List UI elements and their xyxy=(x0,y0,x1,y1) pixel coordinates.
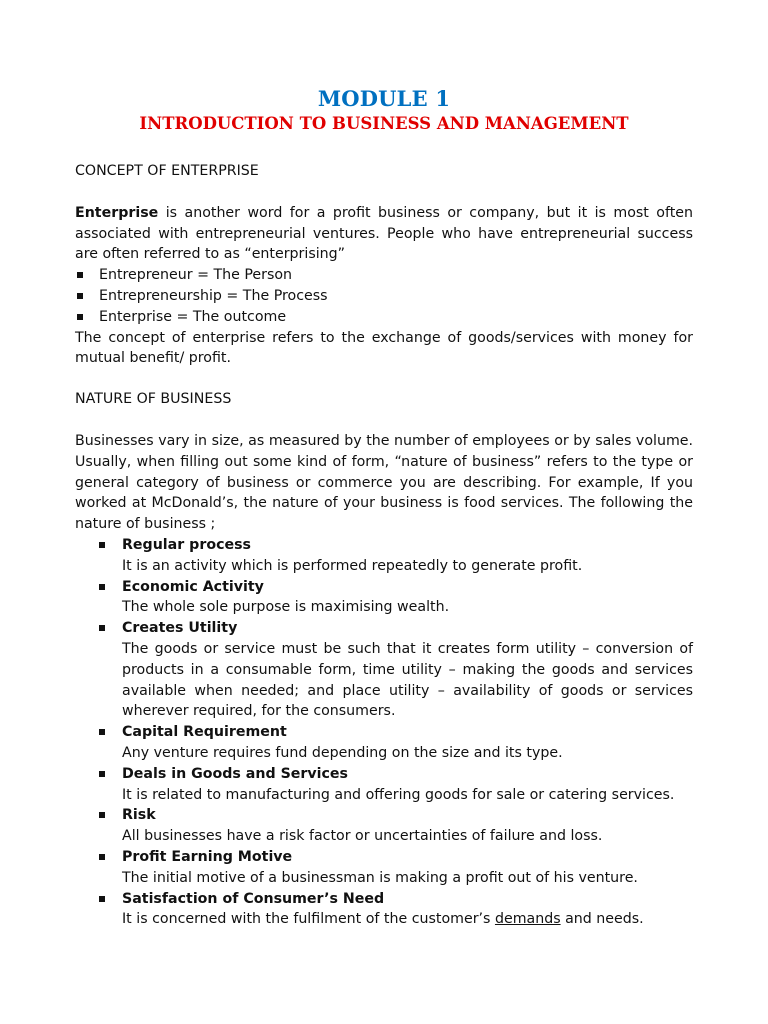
enterprise-term: Enterprise xyxy=(75,204,159,221)
item-description-text: and needs. xyxy=(560,911,644,928)
concept-bullet-list xyxy=(75,265,693,327)
concept-closing: The concept of enterprise refers to the exchange of goods/services with money for mutual benefit/ profit. xyxy=(75,329,693,367)
list-item xyxy=(75,535,693,577)
list-item xyxy=(75,847,693,889)
square-bullet-icon xyxy=(99,542,105,548)
item-description: It is related to manufacturing and offering goods for sale or catering services. xyxy=(122,786,675,803)
square-bullet-icon xyxy=(77,272,83,278)
concept-intro xyxy=(75,203,693,265)
item-description: It is an activity which is performed repeatedly to generate profit. xyxy=(122,557,583,574)
concept-intro-text: is another word for a profit business or company, but it is most often associated with entrepreneurial ventures. People who have entrepreneurial success are often referred to as “enterprising” xyxy=(75,204,693,263)
bullet-text: Entrepreneur = The Person xyxy=(99,267,293,284)
nature-list xyxy=(75,535,693,930)
list-item xyxy=(75,577,693,619)
item-description-text: It is concerned with the fulfilment of the customer’s xyxy=(122,911,495,928)
item-description: The whole sole purpose is maximising wealth. xyxy=(122,599,450,616)
list-item xyxy=(75,764,693,806)
item-description: The goods or service must be such that it creates form utility – conversion of products in a consumable form, time utility – making the goods and services available when needed; and place utility – availability of goods or services wherever required, for the consumers. xyxy=(122,640,693,720)
nature-intro: Businesses vary in size, as measured by the number of employees or by sales volume. Usually, when filling out some kind of form, “nature of business” refers to the type or general category of business or commerce you are describing. For example, If you worked at McDonald’s, the nature of your business is food services. The following the nature of business ; xyxy=(75,432,693,533)
item-title: Regular process xyxy=(122,536,251,553)
item-description: All businesses have a risk factor or uncertainties of failure and loss. xyxy=(122,828,603,845)
bullet-text: Enterprise = The outcome xyxy=(99,308,287,325)
square-bullet-icon xyxy=(99,625,105,631)
demands-link[interactable]: demands xyxy=(494,911,561,928)
item-title: Deals in Goods and Services xyxy=(122,765,348,782)
item-title: Profit Earning Motive xyxy=(122,848,293,865)
item-title: Creates Utility xyxy=(122,620,238,637)
list-item xyxy=(75,805,693,847)
square-bullet-icon xyxy=(99,584,105,590)
list-item xyxy=(75,286,693,307)
module-subtitle: INTRODUCTION TO BUSINESS AND MANAGEMENT xyxy=(139,114,629,133)
square-bullet-icon xyxy=(99,812,105,818)
list-item xyxy=(75,265,693,286)
list-item xyxy=(75,722,693,764)
item-title: Risk xyxy=(122,807,156,824)
document-body xyxy=(75,161,693,930)
module-title: MODULE 1 xyxy=(317,86,451,111)
square-bullet-icon xyxy=(77,293,83,299)
list-item xyxy=(75,889,693,931)
bullet-text: Entrepreneurship = The Process xyxy=(99,287,328,304)
item-description: The initial motive of a businessman is making a profit out of his venture. xyxy=(122,869,638,886)
square-bullet-icon xyxy=(99,771,105,777)
square-bullet-icon xyxy=(99,854,105,860)
item-title: Satisfaction of Consumer’s Need xyxy=(122,890,385,907)
nature-heading: NATURE OF BUSINESS xyxy=(75,391,232,408)
item-description xyxy=(122,909,693,930)
square-bullet-icon xyxy=(77,314,83,320)
concept-heading: CONCEPT OF ENTERPRISE xyxy=(75,163,259,179)
item-description: Any venture requires fund depending on the size and its type. xyxy=(122,744,563,761)
list-item xyxy=(75,307,693,328)
square-bullet-icon xyxy=(99,729,105,735)
item-title: Capital Requirement xyxy=(122,724,287,741)
list-item xyxy=(75,618,693,722)
square-bullet-icon xyxy=(99,896,105,902)
item-title: Economic Activity xyxy=(122,578,264,595)
